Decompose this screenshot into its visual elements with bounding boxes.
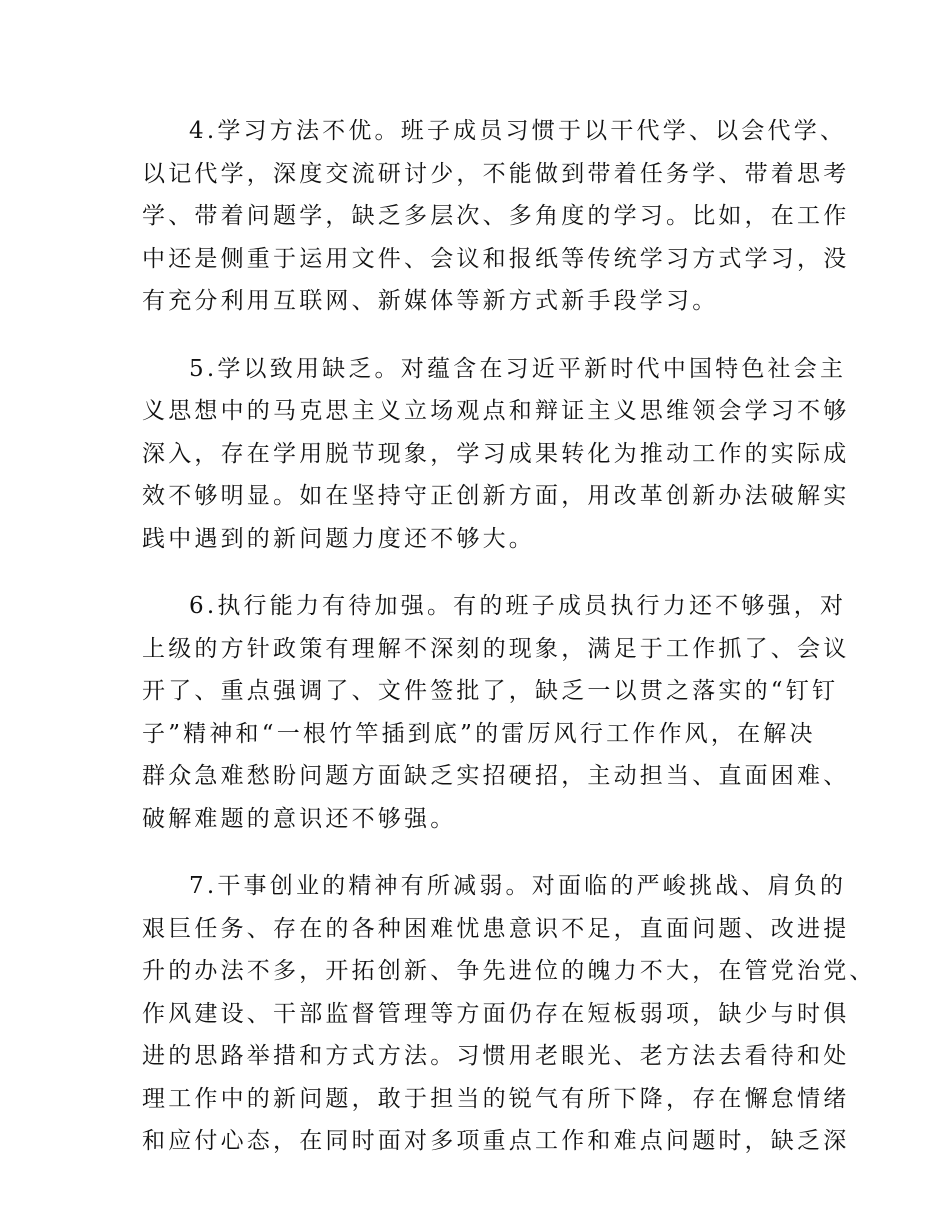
text-line: 进的思路举措和方式方法。习惯用老眼光、老方法去看待和处	[142, 1043, 850, 1069]
text-line: 有充分利用互联网、新媒体等新方式新手段学习。	[142, 288, 719, 314]
text-line: 中还是侧重于运用文件、会议和报纸等传统学习方式学习，没	[142, 245, 850, 272]
text-line: 子”精神和“一根竹竿插到底”的雷厉风行工作作风，在解决	[142, 720, 816, 747]
text-line: 义思想中的马克思主义立场观点和辩证主义思维领会学习不够	[142, 398, 850, 424]
text-line: 破解难题的意识还不够强。	[142, 805, 457, 832]
paragraph-7-spirit	[142, 865, 876, 1163]
text-line: 和应付心态，在同时面对多项重点工作和难点问题时，缺乏深	[142, 1128, 850, 1154]
text-line: 上级的方针政策有理解不深刻的现象，满足于工作抓了、会议	[142, 635, 850, 662]
text-line: 升的办法不多，开拓创新、争先进位的魄力不大，在管党治党、	[142, 958, 876, 984]
text-line: 6.执行能力有待加强。有的班子成员执行力还不够强，对	[189, 593, 847, 619]
text-line: 4.学习方法不优。班子成员习惯于以干代学、以会代学、	[189, 118, 847, 144]
text-line: 践中遇到的新问题力度还不够大。	[142, 525, 535, 552]
text-line: 作风建设、干部监督管理等方面仍存在短板弱项，缺少与时俱	[142, 1000, 850, 1027]
text-line: 深入，存在学用脱节现象，学习成果转化为推动工作的实际成	[142, 440, 850, 467]
document-body	[142, 110, 876, 1188]
text-line: 5.学以致用缺乏。对蕴含在习近平新时代中国特色社会主	[189, 355, 847, 382]
text-line: 理工作中的新问题，敢于担当的锐气有所下降，存在懈怠情绪	[142, 1085, 850, 1112]
paragraph-5-application	[142, 348, 850, 561]
text-line: 学、带着问题学，缺乏多层次、多角度的学习。比如，在工作	[142, 203, 850, 229]
text-line: 开了、重点强调了、文件签批了，缺乏一以贯之落实的“钉钉	[142, 678, 839, 704]
text-line: 以记代学，深度交流研讨少，不能做到带着任务学、带着思考	[142, 160, 850, 187]
text-line: 效不够明显。如在坚持守正创新方面，用改革创新办法破解实	[142, 483, 850, 509]
text-line: 群众急难愁盼问题方面缺乏实招硬招，主动担当、直面困难、	[142, 763, 850, 789]
paragraph-4-study-methods	[142, 110, 850, 323]
text-line: 7.干事创业的精神有所减弱。对面临的严峻挑战、肩负的	[189, 873, 847, 899]
text-line: 艰巨任务、存在的各种困难忧患意识不足，直面问题、改进提	[142, 915, 850, 942]
paragraph-6-execution	[142, 585, 850, 840]
